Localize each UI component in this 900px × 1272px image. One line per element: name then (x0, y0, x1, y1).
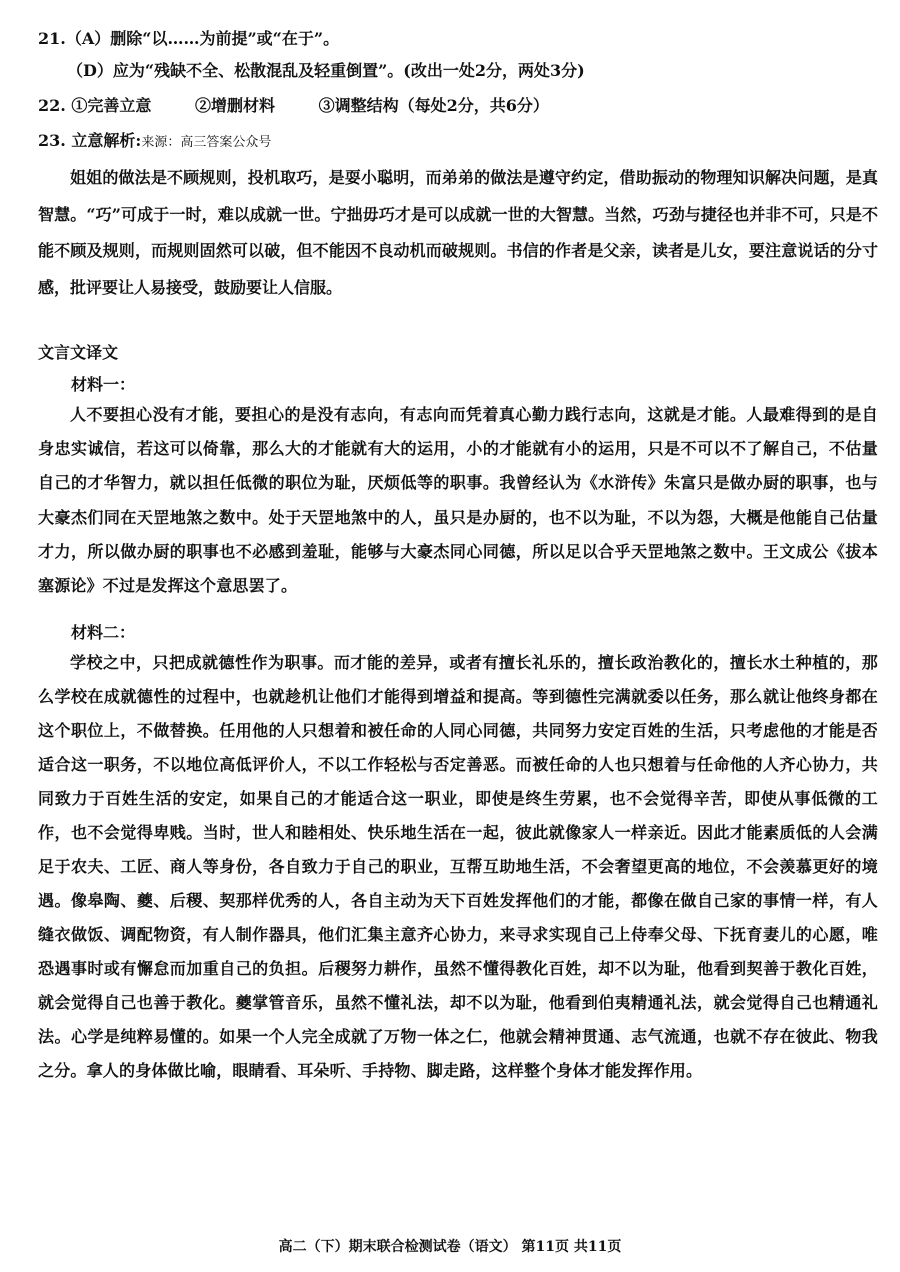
material-2-text: 学校之中，只把成就德性作为职事。而才能的差异，或者有擅长礼乐的，擅长政治教化的，擅长水土种植的，那么学校在成就德性的过程中，也就趁机让他们才能得到增益和提高。等到德性完满就委以任务，那么就让他终身都在这个职位上，不做替换。任用他的人只想着和被任命的人同心同德，共同努力安定百姓的生活，只考虑他的才能是否适合这一职务，不以地位高低评价人，不以工作轻松与否定善恶。而被任命的人也只想着与任命他的人齐心协力，共同致力于百姓生活的安定，如果自己的才能适合这一职业，即使是终生劳累，也不会觉得辛苦，即使从事低微的工作，也不会觉得卑贱。当时，世人和睦相处、快乐地生活在一起，彼此就像家人一样亲近。因此才能素质低的人会满足于农夫、工匠、商人等身份，各自致力于自己的职业，互帮互助地生活，不会奢望更高的地位，不会羡慕更好的境遇。像皋陶、夔、后稷、契那样优秀的人，各自主动为天下百姓发挥他们的才能，都像在做自己家的事情一样，有人缝衣做饭、调配物资，有人制作器具，他们汇集主意齐心协力，来寻求实现自己上侍奉父母、下抚育妻儿的心愿，唯恐遇事时或有懈怠而加重自己的负担。后稷努力耕作，虽然不懂得教化百姓，却不以为耻，他看到契善于教化百姓，就会觉得自己也善于教化。夔掌管音乐，虽然不懂礼法，却不以为耻，他看到伯夷精通礼法，就会觉得自己也精通礼法。心学是纯粹易懂的。如果一个人完全成就了万物一体之仁，他就会精神贯通、志气流通，也就不存在彼此、物我之分。拿人的身体做比喻，眼睛看、耳朵听、手持物、脚走路，这样整个身体才能发挥作用。 (38, 653, 878, 1080)
answer-21-d: （D）应为“残缺不全、松散混乱及轻重倒置”。(改出一处2分，两处3分) (67, 61, 585, 80)
answer-22-item-1: ①完善立意 (71, 96, 152, 115)
answer-22 (38, 96, 549, 116)
source-note: 来源：高三答案公众号 (141, 135, 272, 150)
answer-23-label: 23. 立意解析: (38, 131, 142, 150)
page-footer: 高二（下）期末联合检测试卷（语文） 第11页 共11页 (278, 1239, 622, 1255)
answer-22-number: 22. (38, 96, 66, 115)
answer-22-item-2: ②增删材料 (195, 96, 276, 115)
answer-22-item-3: ③调整结构（每处2分，共6分） (318, 96, 549, 115)
answer-21-a: 21.（A）删除“以……为前提”或“在于”。 (38, 29, 340, 48)
material-1-title: 材料一： (71, 375, 136, 394)
material-2-title: 材料二： (71, 623, 136, 642)
translation-section-title: 文言文译文 (38, 343, 119, 362)
answer-23-heading (38, 131, 271, 153)
answer-23-essay: 姐姐的做法是不顾规则，投机取巧，是耍小聪明，而弟弟的做法是遵守约定，借助振动的物理知识解决问题，是真智慧。“巧”可成于一时，难以成就一世。宁拙毋巧才是可以成就一世的大智慧。当然，巧劲与捷径也并非不可，只是不能不顾及规则，而规则固然可以破，但不能因不良动机而破规则。书信的作者是父亲，读者是儿女，要注意说话的分寸感，批评要让人易接受，鼓励要让人信服。 (38, 168, 878, 298)
material-1-text: 人不要担心没有才能，要担心的是没有志向，有志向而凭着真心勤力践行志向，这就是才能。人最难得到的是自身忠实诚信，若这可以倚靠，那么大的才能就有大的运用，小的才能就有小的运用，只是不可以不了解自己，不估量自己的才华智力，就以担任低微的职位为耻，厌烦低等的职事。我曾经认为《水浒传》朱富只是做办厨的职事，也与大豪杰们同在天罡地煞之数中。处于天罡地煞中的人，虽只是办厨的，也不以为耻，不以为怨，大概是他能自己估量才力，所以做办厨的职事也不必感到羞耻，能够与大豪杰同心同德，所以足以合乎天罡地煞之数中。王文成公《拔本塞源论》不过是发挥这个意思罢了。 (38, 405, 878, 596)
